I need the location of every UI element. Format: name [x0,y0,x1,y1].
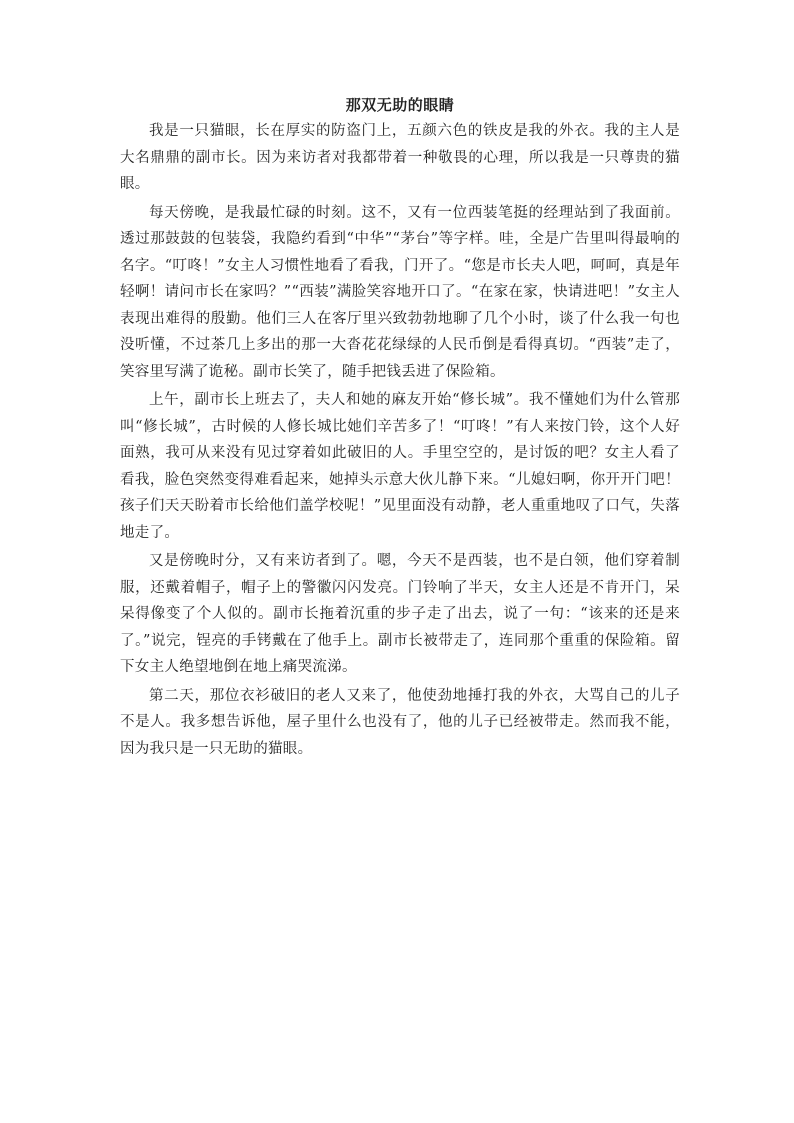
paragraph-1: 我是一只猫眼，长在厚实的防盗门上，五颜六色的铁皮是我的外衣。我的主人是大名鼎鼎的副市长。因为来访者对我都带着一种敬畏的心理，所以我是一只尊贵的猫眼。 [120,123,680,192]
paragraph-5: 第二天，那位衣衫破旧的老人又来了，他使劲地捶打我的外衣，大骂自己的儿子不是人。我多想告诉他，屋子里什么也没有了，他的儿子已经被带走。然而我不能，因为我只是一只无助的猫眼。 [120,687,680,757]
paragraph-2: 每天傍晚，是我最忙碌的时刻。这不，又有一位西装笔挺的经理站到了我面前。透过那鼓鼓的包装袋，我隐约看到“中华”“茅台”等字样。哇，全是广告里叫得最响的名字。“叮咚！”女主人习惯性地看了看我，门开了。“您是市长夫人吧，呵呵，真是年轻啊！请问市长在家吗？”“西装”满脸笑容地开口了。“在家在家，快请进吧！”女主人表现出难得的殷勤。他们三人在客厅里兴致勃勃地聊了几个小时，谈了什么我一句也没听懂，不过茶几上多出的那一大沓花花绿绿的人民币倒是看得真切。“西装”走了，笑容里写满了诡秘。副市长笑了，随手把钱丢进了保险箱。 [120,204,680,380]
paragraph-4: 又是傍晚时分，又有来访者到了。嗯，今天不是西装，也不是白领，他们穿着制服，还戴着帽子，帽子上的警徽闪闪发亮。门铃响了半天，女主人还是不肯开门，呆呆得像变了个人似的。副市长拖着沉重的步子走了出去，说了一句：“该来的还是来了。”说完，锃亮的手铐戴在了他手上。副市长被带走了，连同那个重重的保险箱。留下女主人绝望地倒在地上痛哭流涕。 [120,553,680,675]
paragraph-3: 上午，副市长上班去了，夫人和她的麻友开始“修长城”。我不懂她们为什么管那叫“修长城”，古时候的人修长城比她们辛苦多了！“叮咚！”有人来按门铃，这个人好面熟，我可从来没有见过穿着如此破旧的人。手里空空的，是讨饭的吧？女主人看了看我，脸色突然变得难看起来，她掉头示意大伙儿静下来。“儿媳妇啊，你开开门吧！孩子们天天盼着市长给他们盖学校呢！”见里面没有动静，老人重重地叹了口气，失落地走了。 [120,392,680,541]
document-title: 那双无助的眼睛 [345,96,455,114]
document-page [120,94,680,762]
